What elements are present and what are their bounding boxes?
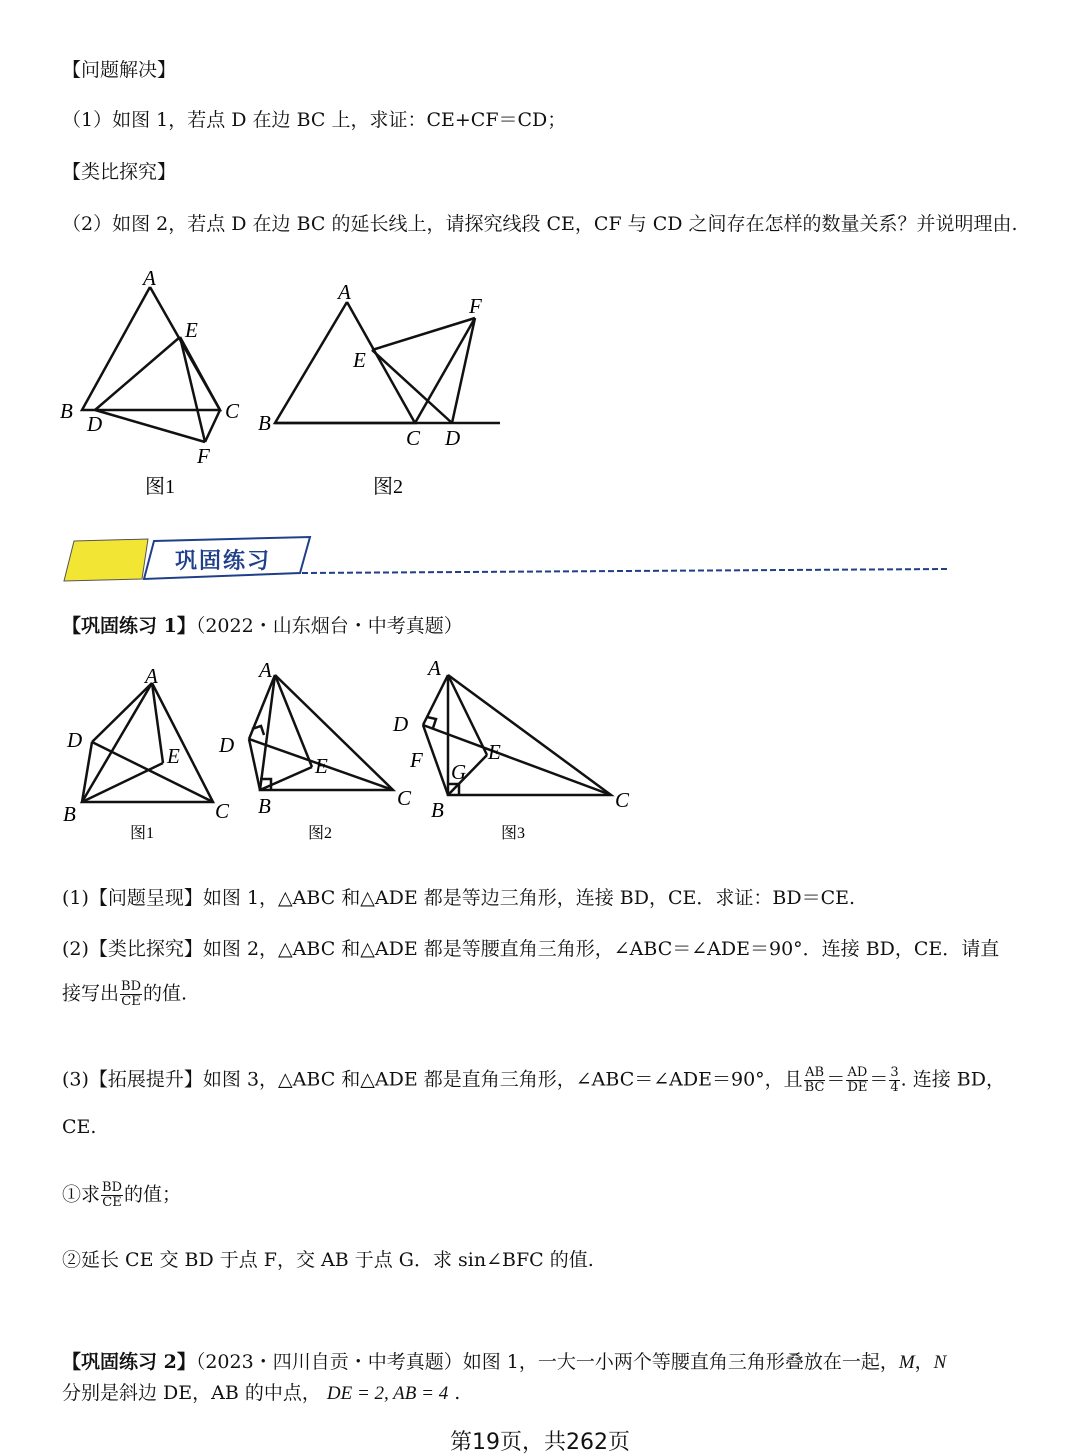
ex1-fig3-label-c: C — [615, 788, 630, 812]
fig1-label-c: C — [225, 399, 240, 423]
ex1-fig3-label-a: A — [428, 656, 441, 680]
analog-header: 【类比探究】 — [62, 161, 177, 183]
ex1-fig2-label-d: D — [219, 733, 235, 757]
ex1-sub-question-2: ②延长 CE 交 BD 于点 F，交 AB 于点 G．求 sin∠BFC 的值. — [62, 1249, 594, 1271]
fraction-ad-de: $\frac{AD}{DE}$ — [847, 1065, 868, 1095]
ex1-fig3-label-f: F — [410, 748, 423, 772]
ex1-figures — [55, 655, 645, 850]
fig1-label-b: B — [60, 399, 73, 423]
page-footer: 第19页，共262页 — [450, 1430, 630, 1455]
problem-figures — [55, 265, 515, 505]
ex1-fig3-label-d: D — [393, 712, 409, 736]
fig2-label-d: D — [445, 426, 461, 450]
fraction-bd-ce-2: $\frac{BD}{CE}$ — [102, 1180, 122, 1210]
fig2-caption: 图2 — [373, 476, 403, 498]
fig1-label-a: A — [143, 266, 156, 290]
figure-1-lines — [82, 287, 220, 442]
ex1-fig3-caption: 图3 — [501, 825, 526, 842]
fig1-label-d: D — [87, 412, 103, 436]
banner-yellow-block — [64, 539, 148, 581]
fig2-label-b: B — [258, 411, 271, 435]
ex1-fig2-label-e: E — [315, 754, 328, 778]
fig2-label-e: E — [353, 348, 366, 372]
var-m: M — [898, 1352, 915, 1373]
fraction-bd-ce: $\frac{BD}{CE}$ — [121, 979, 141, 1009]
fig1-label-e: E — [185, 318, 198, 342]
ex1-header — [62, 614, 463, 638]
fraction-ab-bc: $\frac{AB}{BC}$ — [804, 1065, 825, 1095]
ex2-line-2: 分别是斜边 DE，AB 的中点， DE = 2, AB = 4 . — [62, 1382, 461, 1404]
ex1-fig1-label-e: E — [167, 744, 180, 768]
ex1-fig1-label-c: C — [215, 799, 230, 823]
ex2-header-bold: 【巩固练习 2】 — [62, 1351, 196, 1373]
ex1-fig2-caption: 图2 — [308, 825, 333, 842]
fig2-label-f: F — [469, 294, 482, 318]
question-2: （2）如图 2，若点 D 在边 BC 的延长线上，请探究线段 CE，CF 与 CD 之间存在怎样的数量关系？并说明理由. — [62, 213, 1018, 235]
ex1-fig2-label-a: A — [259, 658, 272, 682]
fig1-label-f: F — [197, 444, 210, 468]
ex1-header-bold: 【巩固练习 1】 — [62, 615, 196, 637]
ex2-math-condition: DE = 2, AB = 4 — [326, 1383, 449, 1404]
ex2-header: 【巩固练习 2】（2023・四川自贡・中考真题）如图 1，一大一小两个等腰直角三角形叠放在一起，M，N — [62, 1351, 947, 1373]
question-1: （1）如图 1，若点 D 在边 BC 上，求证：CE+CF＝CD； — [62, 109, 567, 131]
fraction-3-4: $\frac{3}{4}$ — [890, 1065, 899, 1095]
banner-title: 巩固练习 — [175, 549, 272, 574]
solve-header: 【问题解决】 — [62, 59, 177, 81]
ex1-question-3-line2: CE. — [62, 1116, 97, 1138]
fig2-label-c: C — [406, 426, 421, 450]
ex1-question-3: (3)【拓展提升】如图 3，△ABC 和△ADE 都是直角三角形，∠ABC＝∠ADE＝90°，且 $\frac{AB}{BC}$ ＝ $\frac{AD}{DE}$ ＝ $\frac{3}{4}$ . 连接 BD， — [62, 1065, 1005, 1095]
ex1-q2-pre: 接写出 — [62, 982, 120, 1005]
ex1-question-2-line2 — [62, 980, 187, 1009]
ex1-header-source: （2022・山东烟台・中考真题） — [195, 615, 463, 637]
ex1-fig3-label-e: E — [488, 740, 501, 764]
var-n: N — [933, 1352, 947, 1373]
fig1-caption: 图1 — [145, 476, 175, 498]
ex1-question-2-line1: (2)【类比探究】如图 2，△ABC 和△ADE 都是等腰直角三角形，∠ABC＝∠ADE＝90°．连接 BD，CE．请直 — [62, 938, 1000, 960]
ex1-fig2-label-b: B — [258, 794, 271, 818]
ex1-fig2-label-c: C — [397, 786, 412, 810]
banner-dashed-line — [302, 569, 947, 573]
ex1-sub-question-1: ①求 $\frac{BD}{CE}$ 的值； — [62, 1180, 182, 1210]
fig2-label-a: A — [338, 280, 351, 304]
ex1-fig1-label-b: B — [63, 802, 76, 826]
ex1-fig3-label-b: B — [431, 798, 444, 822]
ex1-q2-post: 的值. — [143, 982, 188, 1005]
ex1-figure-1-lines — [82, 683, 213, 802]
figure-2-lines — [275, 302, 500, 423]
ex1-fig3-label-g: G — [451, 760, 467, 784]
ex1-fig1-label-d: D — [67, 728, 83, 752]
ex1-fig1-label-a: A — [145, 664, 158, 688]
ex1-question-1: (1)【问题呈现】如图 1，△ABC 和△ADE 都是等边三角形，连接 BD，CE．求证：BD＝CE. — [62, 887, 856, 909]
ex1-fig1-caption: 图1 — [130, 825, 155, 842]
